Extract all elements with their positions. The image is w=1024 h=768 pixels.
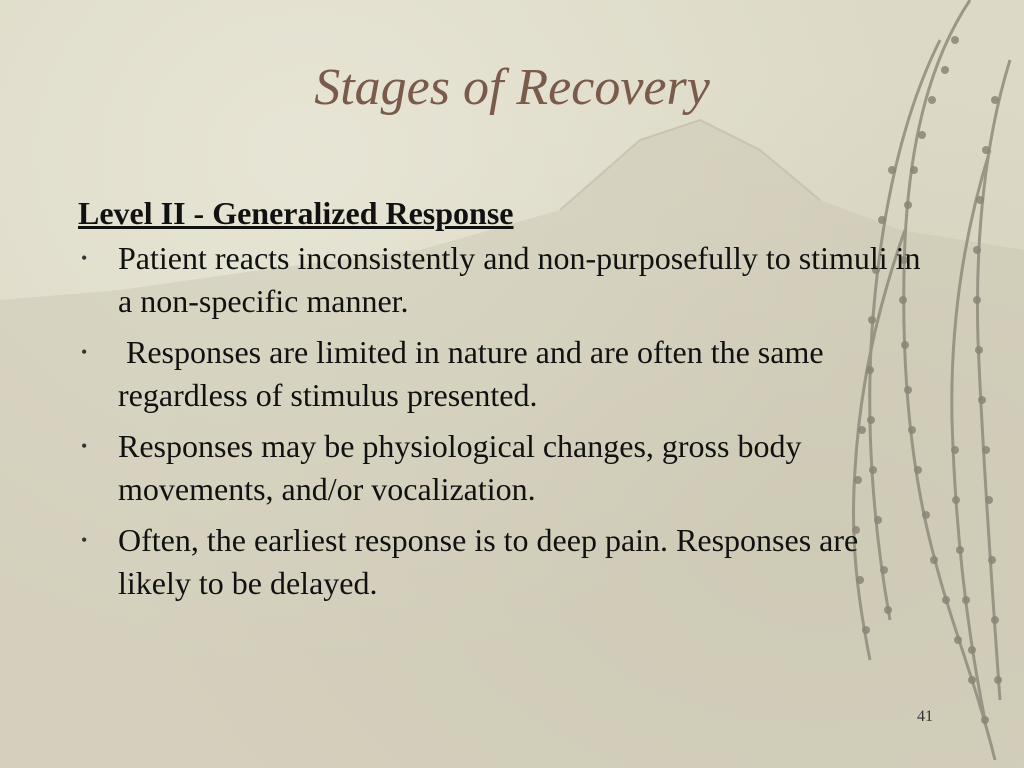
bullet-dot-icon: • bbox=[81, 530, 88, 550]
bullet-dot-icon: • bbox=[81, 248, 88, 268]
section-heading: Level II - Generalized Response bbox=[78, 195, 514, 231]
bullet-item bbox=[78, 331, 928, 417]
bullet-item bbox=[78, 425, 928, 511]
slide-body bbox=[78, 193, 928, 613]
bullet-text: Responses are limited in nature and are often the same regardless of stimulus presented. bbox=[118, 334, 832, 413]
bullet-dot-icon: • bbox=[81, 436, 88, 456]
bullet-text: Often, the earliest response is to deep pain. Responses are likely to be delayed. bbox=[118, 522, 859, 601]
slide-title: Stages of Recovery bbox=[314, 59, 710, 116]
bullet-text: Responses may be physiological changes, gross body movements, and/or vocalization. bbox=[118, 428, 802, 507]
bullet-item bbox=[78, 519, 928, 605]
page-number: 41 bbox=[917, 708, 933, 725]
bullet-text: Patient reacts inconsistently and non-purposefully to stimuli in a non-specific manner. bbox=[118, 240, 921, 319]
bullet-item bbox=[78, 237, 928, 323]
bullet-list bbox=[78, 237, 928, 605]
bullet-dot-icon: • bbox=[81, 342, 88, 362]
